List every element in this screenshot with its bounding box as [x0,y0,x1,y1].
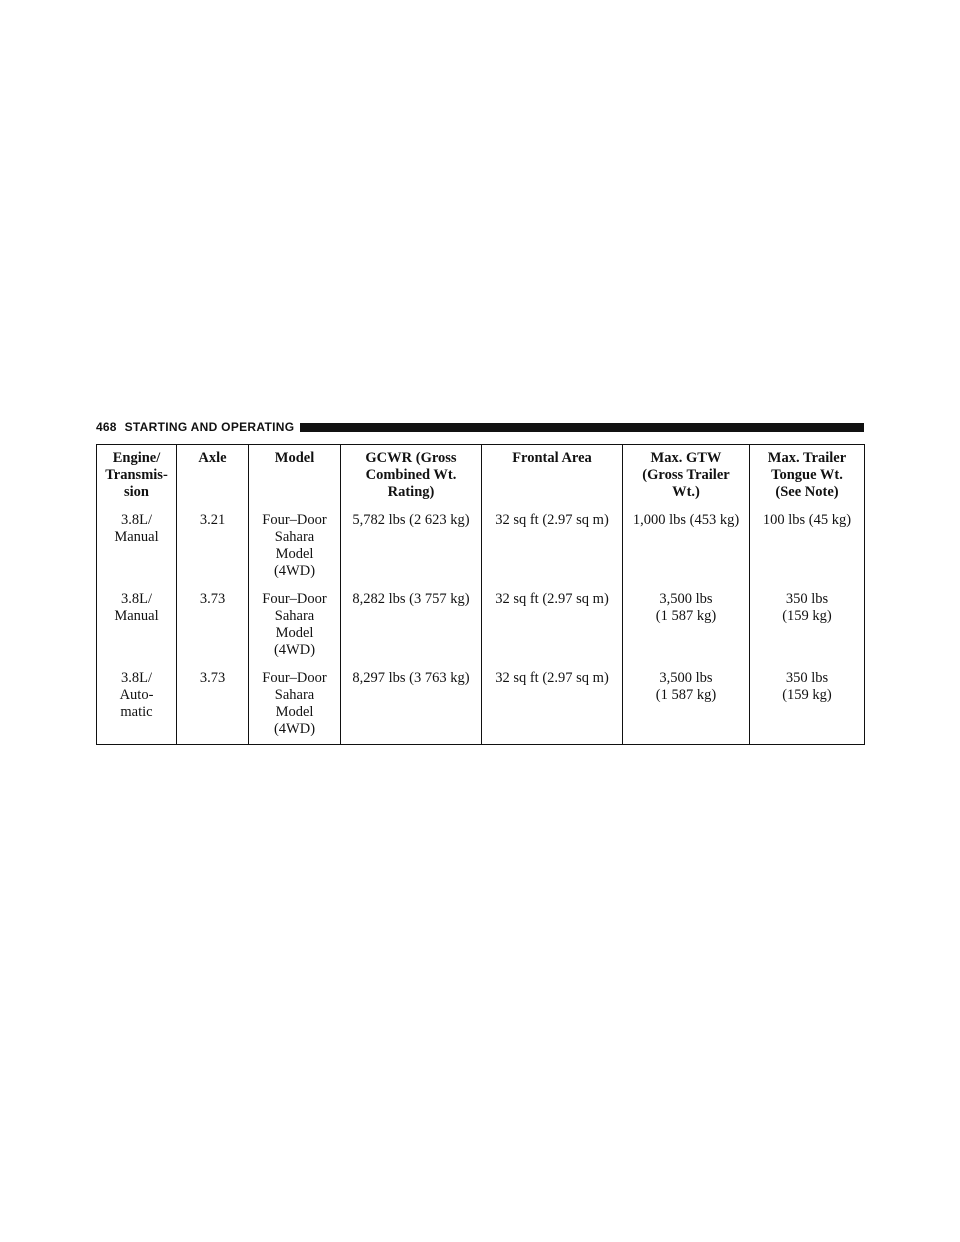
cell-gcwr: 5,782 lbs (2 623 kg) [341,507,482,586]
cell-engine: 3.8L/ Auto- matic [97,665,177,745]
cell-frontal-area: 32 sq ft (2.97 sq m) [482,665,623,745]
cell-engine: 3.8L/ Manual [97,507,177,586]
cell-gcwr: 8,282 lbs (3 757 kg) [341,586,482,665]
cell-axle: 3.73 [177,586,249,665]
header-axle: Axle [177,445,249,508]
cell-tongue-weight: 350 lbs (159 kg) [750,665,865,745]
header-gcwr: GCWR (Gross Combined Wt. Rating) [341,445,482,508]
towing-spec-table [96,444,865,745]
cell-model: Four–Door Sahara Model (4WD) [249,665,341,745]
cell-model: Four–Door Sahara Model (4WD) [249,507,341,586]
cell-max-gtw: 1,000 lbs (453 kg) [623,507,750,586]
header-model: Model [249,445,341,508]
cell-tongue-weight: 350 lbs (159 kg) [750,586,865,665]
table-row [97,507,865,586]
section-title: STARTING AND OPERATING [124,420,295,434]
header-engine-transmission: Engine/ Transmis- sion [97,445,177,508]
page-header [96,419,864,435]
cell-frontal-area: 32 sq ft (2.97 sq m) [482,586,623,665]
cell-axle: 3.21 [177,507,249,586]
page-number: 468 [96,420,117,434]
header-frontal-area: Frontal Area [482,445,623,508]
cell-axle: 3.73 [177,665,249,745]
cell-tongue-weight: 100 lbs (45 kg) [750,507,865,586]
header-max-gtw: Max. GTW (Gross Trailer Wt.) [623,445,750,508]
header-rule [300,423,864,432]
table-row [97,586,865,665]
cell-gcwr: 8,297 lbs (3 763 kg) [341,665,482,745]
cell-model: Four–Door Sahara Model (4WD) [249,586,341,665]
cell-max-gtw: 3,500 lbs (1 587 kg) [623,586,750,665]
header-max-tongue-weight: Max. Trailer Tongue Wt. (See Note) [750,445,865,508]
table-header-row [97,445,865,508]
table-row [97,665,865,745]
cell-engine: 3.8L/ Manual [97,586,177,665]
cell-max-gtw: 3,500 lbs (1 587 kg) [623,665,750,745]
cell-frontal-area: 32 sq ft (2.97 sq m) [482,507,623,586]
